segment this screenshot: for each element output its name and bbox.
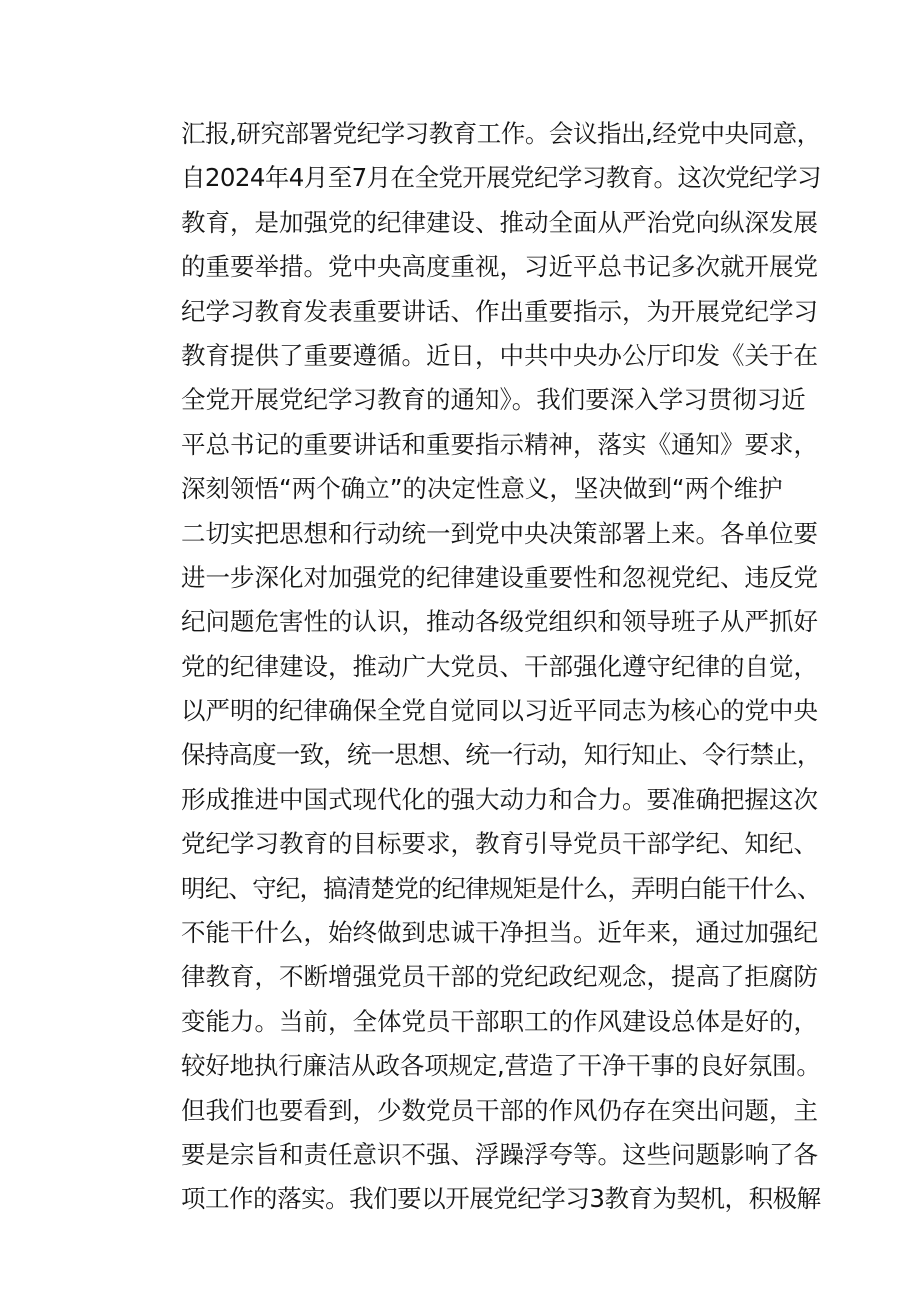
- text-line: 项工作的落实。我们要以开展党纪学习3教育为契机，积极解: [181, 1184, 821, 1214]
- text-line: 要是宗旨和责任意识不强、浮躁浮夸等。这些问题影响了各: [181, 1139, 818, 1169]
- text-line: 较好地执行廉洁从政各项规定,营造了干净干事的良好氛围。: [181, 1051, 821, 1081]
- text-line: 不能干什么，始终做到忠诚干净担当。近年来，通过加强纪: [181, 918, 818, 948]
- text-line: 深刻领悟“两个确立”的决定性意义，坚决做到“两个维护: [181, 474, 783, 504]
- text-line: 纪问题危害性的认识，推动各级党组织和领导班子从严抓好: [181, 607, 818, 637]
- text-line: 但我们也要看到，少数党员干部的作风仍存在突出问题，主: [181, 1095, 818, 1125]
- text-line: 变能力。当前，全体党员干部职工的作风建设总体是好的，: [181, 1006, 818, 1036]
- text-line: 明纪、守纪，搞清楚党的纪律规矩是什么，弄明白能干什么、: [181, 873, 821, 903]
- text-line: 的重要举措。党中央高度重视，习近平总书记多次就开展党: [181, 252, 818, 282]
- text-line: 平总书记的重要讲话和重要指示精神，落实《通知》要求，: [181, 429, 818, 459]
- text-line: 纪学习教育发表重要讲话、作出重要指示，为开展党纪学习: [181, 296, 818, 326]
- text-line: 党的纪律建设，推动广大党员、干部强化遵守纪律的自觉，: [181, 651, 818, 681]
- text-line: 教育提供了重要遵循。近日，中共中央办公厅印发《关于在: [181, 340, 818, 370]
- text-line: 党纪学习教育的目标要求，教育引导党员干部学纪、知纪、: [181, 829, 818, 859]
- text-line: 全党开展党纪学习教育的通知》。我们要深入学习贯彻习近: [181, 385, 806, 415]
- text-line: 形成推进中国式现代化的强大动力和合力。要准确把握这次: [181, 784, 818, 814]
- text-line: 自2024年4月至7月在全党开展党纪学习教育。这次党纪学习: [181, 163, 821, 193]
- text-line: 汇报,研究部署党纪学习教育工作。会议指出,经党中央同意，: [181, 119, 821, 148]
- text-line: 二切实把思想和行动统一到党中央决策部署上来。各单位要: [181, 518, 818, 548]
- text-line: 保持高度一致，统一思想、统一行动，知行知止、令行禁止，: [181, 740, 821, 770]
- body-text: [181, 112, 821, 1222]
- text-line: 进一步深化对加强党的纪律建设重要性和忽视党纪、违反党: [181, 562, 818, 592]
- text-line: 律教育，不断增强党员干部的党纪政纪观念，提高了拒腐防: [181, 962, 818, 992]
- text-line: 以严明的纪律确保全党自觉同以习近平同志为核心的党中央: [181, 696, 818, 726]
- text-line: 教育，是加强党的纪律建设、推动全面从严治党向纵深发展: [181, 207, 818, 237]
